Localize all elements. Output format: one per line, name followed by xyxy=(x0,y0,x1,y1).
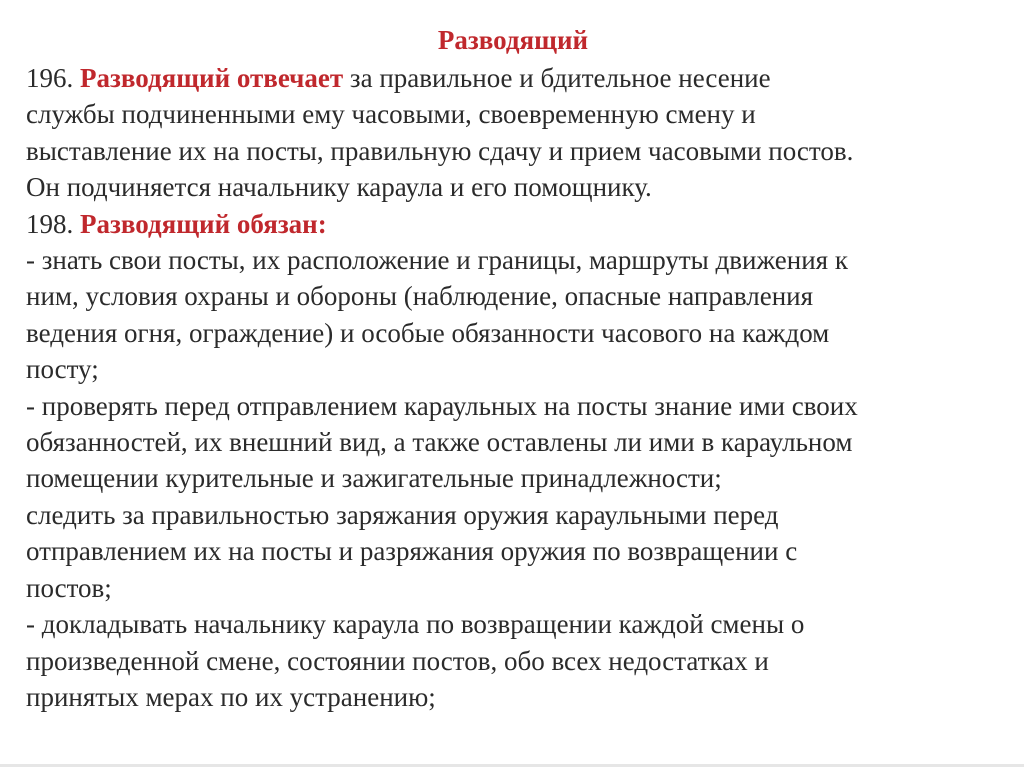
paragraph-198-first-line xyxy=(26,206,1000,242)
text-line: постов; xyxy=(26,572,112,603)
text-line: следить за правильностью заряжания оружия караульными перед xyxy=(26,499,779,530)
text-line: помещении курительные и зажигательные принадлежности; xyxy=(26,463,722,494)
paragraph-text: за правильное и бдительное несение xyxy=(349,63,771,93)
text-line: выставление их на посты, правильную сдачу и прием часовыми постов. xyxy=(26,135,854,166)
text-line: ведения огня, ограждение) и особые обязанности часового на каждом xyxy=(26,317,830,348)
paragraph-heading: Разводящий отвечает xyxy=(80,63,344,93)
text-line: - проверять перед отправлением караульных на посты знание ими своих xyxy=(26,390,858,421)
paragraph-heading: Разводящий обязан: xyxy=(80,208,327,239)
text-line: посту; xyxy=(26,354,99,385)
text-line: службы подчиненными ему часовыми, своевременную смену и xyxy=(26,99,756,130)
text-line: - знать свои посты, их расположение и границы, маршруты движения к xyxy=(26,245,848,276)
slide-body xyxy=(26,60,1000,715)
text-line: Он подчиняется начальнику караула и его помощнику. xyxy=(26,172,652,203)
paragraph-number: 196. xyxy=(26,63,74,93)
text-line: принятых мерах по их устранению; xyxy=(26,681,436,712)
paragraph-number: 198. xyxy=(26,208,74,239)
slide-title: Разводящий xyxy=(437,25,589,55)
text-line: произведенной смене, состоянии постов, обо всех недостатках и xyxy=(26,645,769,676)
text-line: ним, условия охраны и обороны (наблюдение, опасные направления xyxy=(26,281,814,312)
paragraph-196-first-line xyxy=(26,60,1000,96)
text-line: отправлением их на посты и разряжания оружия по возвращении с xyxy=(26,536,798,567)
text-line: обязанностей, их внешний вид, а также оставлены ли ими в караульном xyxy=(26,427,853,458)
text-line: - докладывать начальнику караула по возвращении каждой смены о xyxy=(26,609,805,640)
